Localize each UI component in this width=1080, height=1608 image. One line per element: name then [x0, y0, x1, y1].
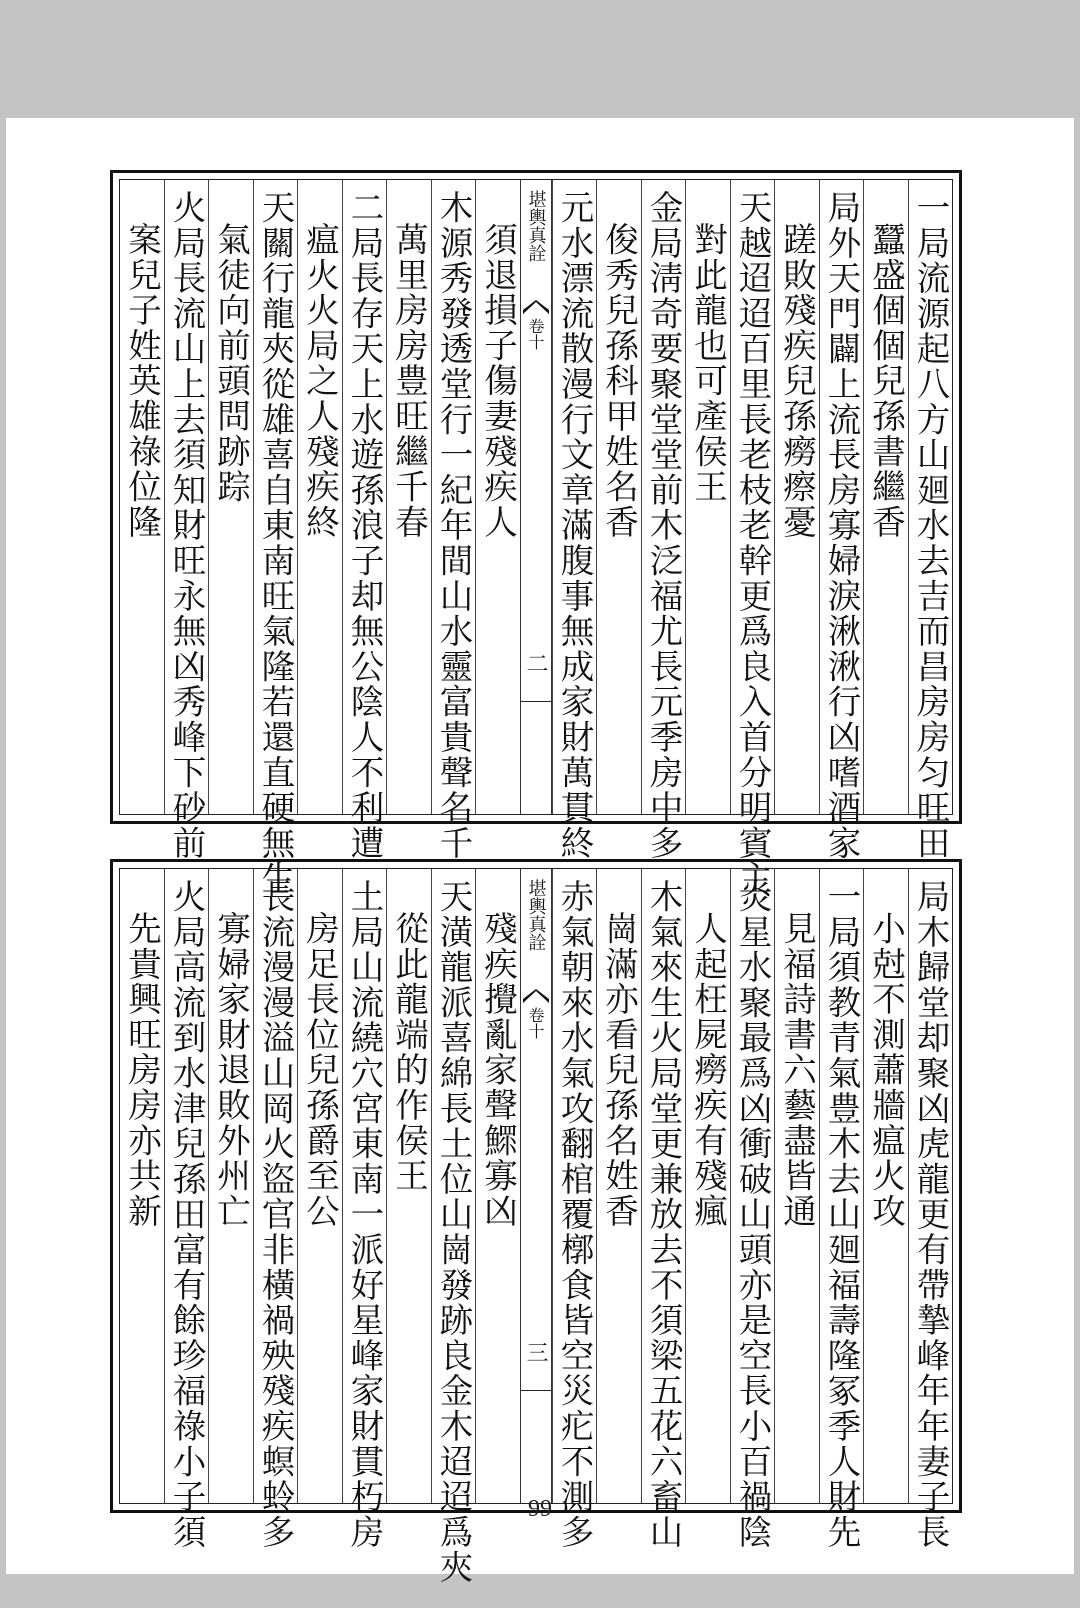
text-column: [120, 180, 164, 814]
banxin-book-title: 堪輿真詮: [525, 190, 547, 262]
column-text: 長流漫漫溢山岡火盜官非橫禍殃殘疾螟蛉多: [256, 879, 295, 1550]
column-text: 炎星水聚最爲凶衝破山頭亦是空長小百禍陰: [733, 879, 772, 1550]
column-text: 一局流源起八方山廻水去吉而昌房房匀旺田: [911, 190, 950, 861]
text-column: [431, 180, 476, 861]
text-column: [475, 869, 520, 1503]
text-column: [863, 180, 908, 814]
column-text: 先貴興旺房房亦共新: [122, 911, 162, 1229]
leaf-page-label: 三: [523, 1341, 548, 1363]
column-text: 房足長位兒孫爵至公: [300, 911, 340, 1229]
column-text: 從此龍端的作侯王: [389, 911, 429, 1194]
column-text: 蹉敗殘疾兒孫癆瘵憂: [777, 222, 817, 540]
text-column: [164, 869, 209, 1550]
banxin-volume: 卷十: [526, 318, 545, 350]
column-text: 案兒子姓英雄祿位隆: [122, 222, 162, 540]
column-text: 火局高流到水津兒孫田富有餘珍福祿小子須: [167, 879, 206, 1550]
text-column: [908, 180, 953, 861]
column-text: 氣徒向前頭問跡踪: [211, 222, 251, 505]
column-text: 崗滿亦看兒孫名姓香: [599, 911, 639, 1229]
column-text: 赤氣朝來水氣攻翻棺覆槨食皆空災疕不測多: [555, 879, 594, 1550]
text-column: [342, 180, 387, 861]
text-column: [386, 869, 431, 1503]
column-text: 萬里房房豊旺繼千春: [389, 222, 429, 540]
text-column: [164, 180, 209, 861]
text-column: [253, 180, 298, 896]
column-text: 寡婦家財退敗外州亡: [211, 911, 251, 1229]
column-text: 土局山流繞穴宮東南一派好星峰家財貫朽房: [345, 879, 384, 1550]
leaf-page-label: 二: [523, 652, 548, 674]
fish-tail-mark-icon: [523, 989, 549, 1003]
text-column: [863, 869, 908, 1503]
column-text: 天越迢迢百里長老枝老幹更爲良入首分明賓主: [733, 190, 772, 896]
text-column: [342, 869, 387, 1550]
text-column: [730, 869, 775, 1550]
text-column: [774, 869, 819, 1503]
text-column: [908, 869, 953, 1550]
bottom-leaf-frame: [110, 859, 962, 1585]
column-text: 火局長流山上去須知財旺永無凶秀峰下砂前: [167, 190, 206, 861]
column-text: 天潢龍派喜綿長土位山崗發跡良金木迢迢爲夾: [434, 879, 473, 1585]
column-text: 殘疾攪亂家聲鰥寡凶: [478, 911, 518, 1229]
text-column: [685, 180, 730, 814]
top-leaf-inner-border: [119, 179, 953, 896]
text-column: [297, 869, 342, 1503]
banxin-rule: [521, 1390, 551, 1391]
column-text: 元水漂流散漫行文章滿腹事無成家財萬貫終: [555, 190, 594, 861]
text-column: [685, 869, 730, 1503]
text-column: [208, 869, 253, 1503]
page-number: 99: [528, 1496, 552, 1522]
text-column: [730, 180, 775, 896]
column-text: 局木歸堂却聚凶虎龍更有帶摯峰年年妻子長: [911, 879, 950, 1550]
banxin-volume: 卷十: [526, 1007, 545, 1039]
fish-tail-mark-icon: [523, 300, 549, 314]
text-column: [641, 869, 686, 1550]
column-text: 瘟火火局之人殘疾終: [300, 222, 340, 540]
column-text: 小尅不測蕭牆瘟火攻: [866, 911, 906, 1229]
text-column: [475, 180, 520, 814]
text-column: [819, 180, 864, 861]
column-text: 俊秀兒孫科甲姓名香: [599, 222, 639, 540]
text-column: [253, 869, 298, 1550]
text-column: [297, 180, 342, 814]
text-column: [552, 180, 597, 861]
text-column: [552, 869, 597, 1550]
column-text: 木氣來生火局堂更兼放去不須梁五花六畜山: [644, 879, 683, 1550]
column-text: 見福詩書六藝盡皆通: [777, 911, 817, 1229]
column-text: 對此龍也可產侯王: [688, 222, 728, 505]
banxin-rule: [521, 701, 551, 702]
text-column: [386, 180, 431, 814]
column-text: 一局須教青氣豊木去山廻福壽隆冢季人財先: [822, 879, 861, 1550]
text-column: [641, 180, 686, 861]
banxin-center-strip: [520, 180, 552, 814]
text-column: [208, 180, 253, 814]
text-column: [596, 180, 641, 814]
column-text: 局外天門闢上流長房寡婦淚湫湫行凶嗜酒家: [822, 190, 861, 861]
top-leaf-columns: [120, 180, 952, 896]
top-leaf-frame: [110, 170, 962, 896]
column-text: 天關行龍夾從雄喜自東南旺氣隆若還直硬無生: [256, 190, 295, 896]
text-column: [596, 869, 641, 1503]
column-text: 金局淸奇要聚堂堂前木泛福尤長元季房中多: [644, 190, 683, 861]
column-text: 人起枉屍癆疾有殘瘋: [688, 911, 728, 1229]
text-column: [819, 869, 864, 1550]
text-column: [120, 869, 164, 1503]
text-column: [774, 180, 819, 814]
column-text: 蠶盛個個兒孫書繼香: [866, 222, 906, 540]
text-column: [431, 869, 476, 1585]
banxin-book-title: 堪輿真詮: [525, 879, 547, 951]
banxin-center-strip: [520, 869, 552, 1503]
column-text: 二局長存天上水遊孫浪子却無公陰人不利遭: [345, 190, 384, 861]
column-text: 木源秀發透堂行一紀年間山水靈富貴聲名千: [434, 190, 473, 861]
book-page: [6, 118, 1074, 1585]
column-text: 須退損子傷妻殘疾人: [478, 222, 518, 540]
